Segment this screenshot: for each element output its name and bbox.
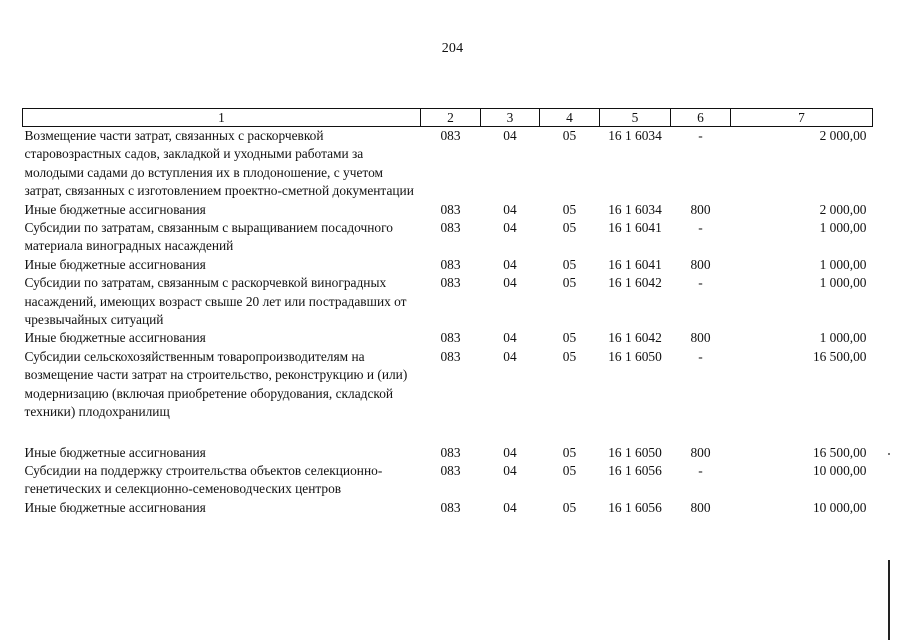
cell-subsection: 05 bbox=[562, 462, 577, 478]
cell-amount: 1 000,00 bbox=[819, 220, 867, 236]
table-body bbox=[23, 127, 873, 518]
row-name: Субсидии по затратам, связанным с раскорчевкой виноградных насаждений, имеющих возраст свыше 20 лет или пострадавших от чрезвычайных ситуаций bbox=[24, 275, 407, 328]
cell-amount: 10 000,00 bbox=[812, 462, 867, 478]
cell-code: 083 bbox=[440, 256, 461, 272]
row-name: Иные бюджетные ассигнования bbox=[24, 444, 206, 460]
cell-section: 04 bbox=[503, 275, 517, 291]
row-name: Возмещение части затрат, связанных с раскорчевкой старовозрастных садов, закладкой и уходными работами за молодыми садами до вступления их в плодоношение, с учетом затрат, связанных с изготовлением проектно-сметной документации bbox=[24, 128, 414, 199]
cell-type: - bbox=[698, 128, 703, 143]
cell-subsection: 05 bbox=[562, 348, 577, 364]
row-name: Субсидии на поддержку строительства объектов селекционно-генетических и селекционно-семеноводческих центров bbox=[24, 462, 383, 497]
cell-subsection: 05 bbox=[562, 128, 577, 143]
cell-section: 04 bbox=[503, 499, 517, 515]
scan-edge-line bbox=[888, 560, 890, 640]
cell-type: - bbox=[698, 275, 703, 291]
cell-code: 083 bbox=[440, 220, 461, 236]
cell-target: 16 1 6041 bbox=[608, 220, 662, 236]
scan-mark-dot bbox=[888, 453, 890, 455]
cell-amount: 2 000,00 bbox=[819, 128, 867, 143]
row-name: Субсидии сельскохозяйственным товаропроизводителям на возмещение части затрат на строительство, реконструкцию и (или) модернизацию (включая приобретение оборудования, складской техники) плодохранилищ bbox=[24, 348, 408, 420]
row-name: Иные бюджетные ассигнования bbox=[24, 499, 206, 515]
column-header-7: 7 bbox=[731, 109, 873, 127]
cell-type: 800 bbox=[690, 499, 711, 515]
cell-code: 083 bbox=[440, 128, 461, 143]
table-row bbox=[23, 256, 873, 274]
column-header-5: 5 bbox=[600, 109, 671, 127]
cell-code: 083 bbox=[440, 201, 461, 217]
column-header-6: 6 bbox=[671, 109, 731, 127]
cell-subsection: 05 bbox=[562, 444, 577, 460]
cell-target: 16 1 6056 bbox=[608, 462, 662, 478]
cell-section: 04 bbox=[503, 330, 517, 346]
cell-section: 04 bbox=[503, 462, 517, 478]
cell-subsection: 05 bbox=[562, 256, 577, 272]
cell-amount: 10 000,00 bbox=[812, 499, 867, 515]
table-row bbox=[23, 499, 873, 517]
cell-target: 16 1 6034 bbox=[608, 201, 662, 217]
cell-type: - bbox=[698, 220, 703, 236]
cell-target: 16 1 6042 bbox=[608, 330, 662, 346]
cell-section: 04 bbox=[503, 256, 517, 272]
cell-section: 04 bbox=[503, 444, 517, 460]
cell-section: 04 bbox=[503, 348, 517, 364]
column-header-1: 1 bbox=[23, 109, 421, 127]
cell-type: - bbox=[698, 348, 703, 364]
table-row bbox=[23, 329, 873, 347]
column-header-2: 2 bbox=[421, 109, 481, 127]
cell-code: 083 bbox=[440, 499, 461, 515]
cell-type: 800 bbox=[690, 330, 711, 346]
cell-type: 800 bbox=[690, 256, 711, 272]
row-name: Иные бюджетные ассигнования bbox=[24, 330, 206, 346]
cell-subsection: 05 bbox=[562, 220, 577, 236]
cell-code: 083 bbox=[440, 330, 461, 346]
budget-table bbox=[22, 108, 873, 517]
cell-target: 16 1 6041 bbox=[608, 256, 662, 272]
cell-code: 083 bbox=[440, 275, 461, 291]
cell-amount: 2 000,00 bbox=[819, 201, 867, 217]
column-header-4: 4 bbox=[540, 109, 600, 127]
cell-section: 04 bbox=[503, 128, 517, 143]
table-row bbox=[23, 219, 873, 256]
table-header bbox=[23, 109, 873, 127]
page-number: 204 bbox=[441, 41, 464, 56]
table-row bbox=[23, 444, 873, 462]
cell-target: 16 1 6034 bbox=[608, 128, 662, 143]
row-name: Субсидии по затратам, связанным с выращиванием посадочного материала виноградных насаждений bbox=[24, 220, 393, 254]
cell-amount: 16 500,00 bbox=[812, 348, 867, 364]
table-row bbox=[23, 274, 873, 329]
table-row bbox=[23, 127, 873, 201]
cell-subsection: 05 bbox=[562, 275, 577, 291]
column-header-3: 3 bbox=[481, 109, 540, 127]
cell-amount: 1 000,00 bbox=[819, 330, 867, 346]
cell-type: 800 bbox=[690, 444, 711, 460]
cell-code: 083 bbox=[440, 444, 461, 460]
cell-code: 083 bbox=[440, 462, 461, 478]
cell-subsection: 05 bbox=[562, 201, 577, 217]
cell-amount: 16 500,00 bbox=[812, 444, 867, 460]
cell-subsection: 05 bbox=[562, 499, 577, 515]
cell-target: 16 1 6050 bbox=[608, 348, 662, 364]
cell-amount: 1 000,00 bbox=[819, 275, 867, 291]
header-row bbox=[23, 109, 873, 127]
cell-subsection: 05 bbox=[562, 330, 577, 346]
table-row bbox=[23, 201, 873, 219]
cell-section: 04 bbox=[503, 220, 517, 236]
cell-type: 800 bbox=[690, 201, 711, 217]
table-row bbox=[23, 462, 873, 499]
cell-amount: 1 000,00 bbox=[819, 256, 867, 272]
cell-type: - bbox=[698, 462, 703, 478]
cell-code: 083 bbox=[440, 348, 461, 364]
cell-target: 16 1 6056 bbox=[608, 499, 662, 515]
row-name: Иные бюджетные ассигнования bbox=[24, 256, 206, 272]
cell-target: 16 1 6050 bbox=[608, 444, 662, 460]
cell-target: 16 1 6042 bbox=[608, 275, 662, 291]
row-name: Иные бюджетные ассигнования bbox=[24, 201, 206, 217]
cell-section: 04 bbox=[503, 201, 517, 217]
table-row bbox=[23, 348, 873, 444]
